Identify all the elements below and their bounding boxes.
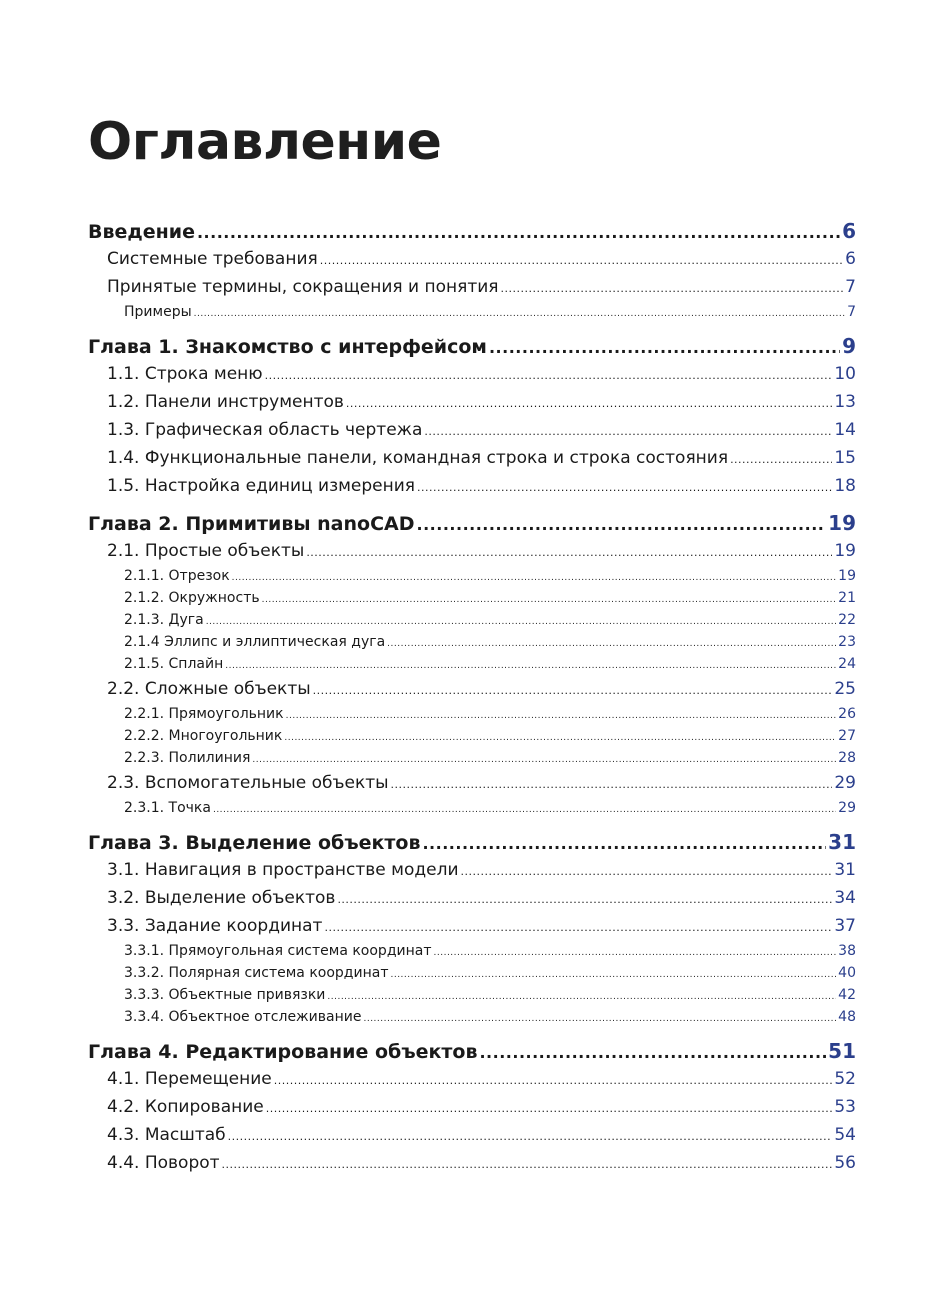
toc-entry-title: 2.1.2. Окружность [124, 590, 260, 606]
toc-page-number: 51 [828, 1039, 856, 1063]
toc-entry-title: Примеры [124, 304, 192, 320]
toc-page-number: 26 [838, 706, 856, 722]
toc-page-number: 10 [834, 364, 856, 384]
table-of-contents [88, 217, 856, 1177]
toc-subsection[interactable] [88, 675, 856, 703]
dot-leader [422, 830, 826, 856]
toc-page-number: 31 [834, 860, 856, 880]
toc-subsubsection[interactable] [88, 653, 856, 675]
toc-subsection[interactable] [88, 537, 856, 565]
toc-subsubsection[interactable] [88, 587, 856, 609]
toc-entry-title: 2.2.1. Прямоугольник [124, 706, 284, 722]
toc-subsubsection[interactable] [88, 797, 856, 819]
dot-leader [286, 705, 837, 725]
dot-leader [306, 539, 832, 565]
toc-page-number: 29 [834, 773, 856, 793]
dot-leader [274, 1067, 833, 1093]
toc-entry-title: 1.1. Строка меню [107, 364, 263, 384]
dot-leader [266, 1095, 833, 1121]
toc-subsubsection[interactable] [88, 609, 856, 631]
toc-entry-title: 3.3. Задание координат [107, 916, 323, 936]
dot-leader [213, 799, 836, 819]
dot-leader [461, 858, 833, 884]
toc-subsection[interactable] [88, 769, 856, 797]
dot-leader [228, 1123, 833, 1149]
toc-subsection[interactable] [88, 245, 856, 273]
toc-subsubsection[interactable] [88, 703, 856, 725]
toc-entry-title: 3.2. Выделение объектов [107, 888, 336, 908]
toc-page-number: 53 [834, 1097, 856, 1117]
toc-entry-title: 3.3.3. Объектные привязки [124, 987, 326, 1003]
dot-leader [194, 303, 845, 323]
toc-chapter[interactable] [88, 217, 856, 245]
toc-entry-title: 2.1.3. Дуга [124, 612, 204, 628]
dot-leader [324, 914, 832, 940]
toc-page-number: 15 [834, 448, 856, 468]
toc-subsubsection[interactable] [88, 1006, 856, 1028]
toc-entry-title: 2.3.1. Точка [124, 800, 211, 816]
dot-leader [479, 1039, 826, 1065]
toc-subsubsection[interactable] [88, 725, 856, 747]
toc-page-number: 7 [845, 277, 856, 297]
toc-chapter[interactable] [88, 1037, 856, 1065]
toc-page-number: 40 [838, 965, 856, 981]
toc-subsubsection[interactable] [88, 984, 856, 1006]
toc-page-number: 19 [834, 541, 856, 561]
toc-entry-title: 2.1.4 Эллипс и эллиптическая дуга [124, 634, 386, 650]
toc-subsubsection[interactable] [88, 301, 856, 323]
toc-subsection[interactable] [88, 388, 856, 416]
toc-page-number: 37 [834, 916, 856, 936]
dot-leader [387, 633, 836, 653]
toc-page-number: 38 [838, 943, 856, 959]
toc-entry-title: Глава 1. Знакомство с интерфейсом [88, 336, 487, 358]
toc-subsection[interactable] [88, 1093, 856, 1121]
toc-page-number: 28 [838, 750, 856, 766]
toc-chapter[interactable] [88, 828, 856, 856]
toc-entry-title: Глава 4. Редактирование объектов [88, 1041, 478, 1063]
page-title: Оглавление [88, 112, 442, 172]
toc-entry-title: Глава 3. Выделение объектов [88, 832, 421, 854]
toc-subsection[interactable] [88, 360, 856, 388]
toc-subsubsection[interactable] [88, 631, 856, 653]
toc-page-number: 42 [838, 987, 856, 1003]
toc-page-number: 6 [845, 249, 856, 269]
toc-page-number: 22 [838, 612, 856, 628]
toc-page-number: 48 [838, 1009, 856, 1025]
toc-entry-title: 2.2.2. Многоугольник [124, 728, 283, 744]
toc-entry-title: 4.2. Копирование [107, 1097, 264, 1117]
toc-entry-title: 3.3.1. Прямоугольная система координат [124, 943, 432, 959]
toc-subsection[interactable] [88, 856, 856, 884]
toc-entry-title: 2.1.5. Сплайн [124, 656, 224, 672]
toc-entry-title: 3.3.2. Полярная система координат [124, 965, 389, 981]
toc-entry-title: 2.3. Вспомогательные объекты [107, 773, 389, 793]
toc-entry-title: 3.1. Навигация в пространстве модели [107, 860, 459, 880]
dot-leader [262, 589, 837, 609]
toc-page-number: 27 [838, 728, 856, 744]
toc-entry-title: 1.4. Функциональные панели, командная строка и строка состояния [107, 448, 729, 468]
toc-page-number: 34 [834, 888, 856, 908]
toc-page-number: 21 [838, 590, 856, 606]
toc-subsection[interactable] [88, 884, 856, 912]
toc-entry-title: 4.4. Поворот [107, 1153, 220, 1173]
toc-subsection[interactable] [88, 1065, 856, 1093]
dot-leader [313, 677, 833, 703]
dot-leader [730, 446, 832, 472]
toc-subsubsection[interactable] [88, 565, 856, 587]
toc-subsection[interactable] [88, 472, 856, 500]
toc-page-number: 19 [828, 511, 856, 535]
toc-page-number: 54 [834, 1125, 856, 1145]
toc-page-number: 25 [834, 679, 856, 699]
toc-subsection[interactable] [88, 416, 856, 444]
toc-subsection[interactable] [88, 912, 856, 940]
toc-page-number: 52 [834, 1069, 856, 1089]
toc-subsection[interactable] [88, 1121, 856, 1149]
toc-page-number: 9 [842, 334, 856, 358]
dot-leader [206, 611, 836, 631]
dot-leader [501, 275, 844, 301]
dot-leader [390, 964, 836, 984]
toc-page-number: 29 [838, 800, 856, 816]
dot-leader [225, 655, 836, 675]
dot-leader [265, 362, 833, 388]
dot-leader [284, 727, 836, 747]
toc-subsection[interactable] [88, 1149, 856, 1177]
toc-entry-title: 4.3. Масштаб [107, 1125, 226, 1145]
dot-leader [337, 886, 832, 912]
dot-leader [346, 390, 832, 416]
toc-page-number: 56 [834, 1153, 856, 1173]
toc-chapter[interactable] [88, 332, 856, 360]
toc-subsection[interactable] [88, 273, 856, 301]
dot-leader [252, 749, 836, 769]
toc-entry-title: Системные требования [107, 249, 318, 269]
dot-leader [327, 986, 836, 1006]
toc-entry-title: Введение [88, 221, 195, 243]
toc-page-number: 23 [838, 634, 856, 650]
toc-entry-title: 4.1. Перемещение [107, 1069, 272, 1089]
toc-entry-title: 1.3. Графическая область чертежа [107, 420, 423, 440]
toc-entry-title: Глава 2. Примитивы nanoCAD [88, 513, 415, 535]
dot-leader [197, 219, 840, 245]
toc-entry-title: 1.2. Панели инструментов [107, 392, 344, 412]
dot-leader [363, 1008, 836, 1028]
toc-subsubsection[interactable] [88, 962, 856, 984]
toc-page-number: 24 [838, 656, 856, 672]
dot-leader [489, 334, 840, 360]
toc-entry-title: 3.3.4. Объектное отслеживание [124, 1009, 362, 1025]
toc-page-number: 18 [834, 476, 856, 496]
toc-entry-title: 2.2. Сложные объекты [107, 679, 311, 699]
toc-chapter[interactable] [88, 509, 856, 537]
toc-page-number: 13 [834, 392, 856, 412]
toc-page-number: 7 [847, 304, 856, 320]
toc-subsubsection[interactable] [88, 940, 856, 962]
toc-page-number: 31 [828, 830, 856, 854]
dot-leader [424, 418, 832, 444]
dot-leader [320, 247, 843, 273]
dot-leader [417, 511, 827, 537]
dot-leader [232, 567, 837, 587]
toc-page-number: 19 [838, 568, 856, 584]
toc-page-number: 6 [842, 219, 856, 243]
toc-page-number: 14 [834, 420, 856, 440]
toc-subsection[interactable] [88, 444, 856, 472]
toc-entry-title: 2.2.3. Полилиния [124, 750, 251, 766]
dot-leader [434, 942, 837, 962]
toc-entry-title: 1.5. Настройка единиц измерения [107, 476, 416, 496]
dot-leader [417, 474, 832, 500]
toc-entry-title: Принятые термины, сокращения и понятия [107, 277, 499, 297]
toc-entry-title: 2.1.1. Отрезок [124, 568, 230, 584]
toc-subsubsection[interactable] [88, 747, 856, 769]
toc-entry-title: 2.1. Простые объекты [107, 541, 305, 561]
dot-leader [391, 771, 833, 797]
dot-leader [222, 1151, 833, 1177]
